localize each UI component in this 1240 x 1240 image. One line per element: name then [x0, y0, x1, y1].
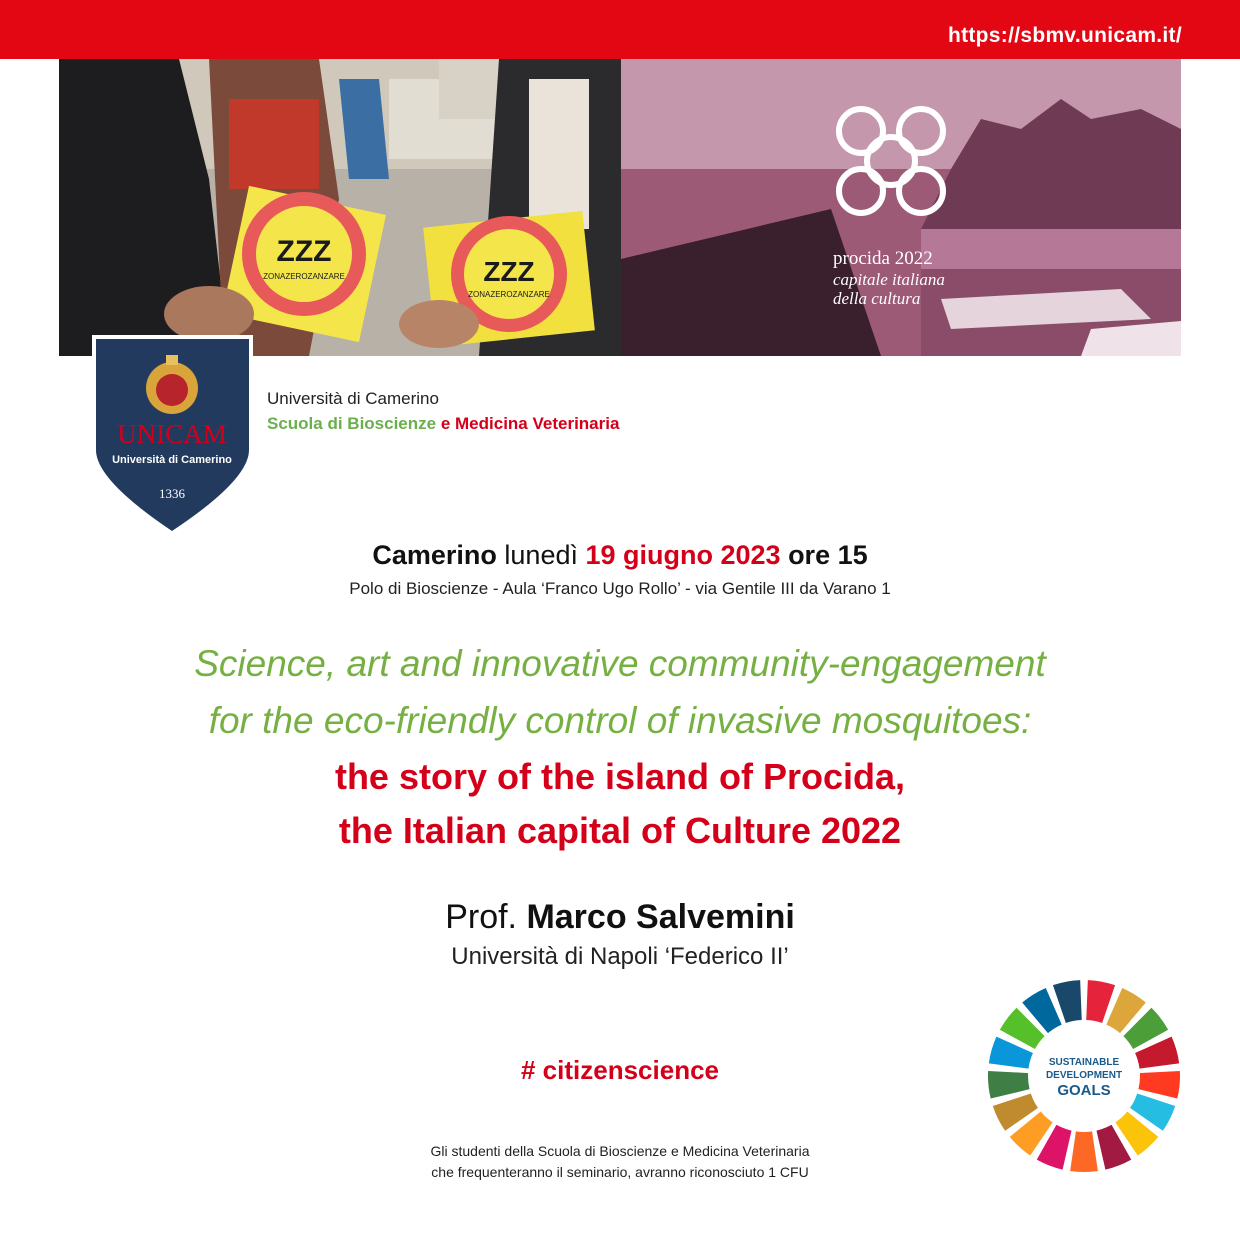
sdg-line1: SUSTAINABLE [1048, 1057, 1120, 1068]
title-line-1: Science, art and innovative community-engagement [194, 643, 1046, 684]
unicam-logo-year: 1336 [159, 486, 185, 501]
sdg-wheel-logo [986, 978, 1182, 1174]
disc-text-right: ZZZ [483, 256, 535, 287]
event-time: ore 15 [780, 540, 868, 570]
event-date-line [0, 540, 1240, 571]
event-venue: Polo di Bioscienze - Aula ‘Franco Ugo Rollo’ - via Gentile III da Varano 1 [349, 579, 891, 598]
event-city: Camerino [372, 540, 497, 570]
school-part1: Scuola di Bioscienze [267, 414, 437, 433]
speaker [0, 898, 1240, 937]
mosquito-campaign-photo [59, 59, 621, 356]
photo-illustration [59, 59, 621, 356]
event-day: lunedì [496, 540, 586, 570]
school-name [267, 414, 619, 434]
unicam-logo-name: UNICAM [117, 419, 227, 449]
top-bar [0, 0, 1240, 59]
credit-note-line-2: che frequenteranno il seminario, avranno riconosciuto 1 CFU [431, 1164, 809, 1180]
speaker-affiliation: Università di Napoli ‘Federico II’ [451, 943, 789, 970]
procida-harbour-photo [621, 59, 1181, 356]
credit-note-line-1: Gli studenti della Scuola di Bioscienze e Medicina Veterinaria [430, 1143, 810, 1159]
sdg-segment [988, 1071, 1030, 1099]
hero-banner [59, 59, 1181, 356]
hashtag[interactable]: # citizenscience [521, 1055, 719, 1085]
school-part2: Medicina Veterinaria [455, 414, 620, 433]
sdg-line2: DEVELOPMENT [1045, 1070, 1123, 1081]
speaker-prefix: Prof. [445, 898, 527, 936]
procida-title: procida 2022 [833, 248, 933, 269]
procida-sub2: della cultura [833, 289, 921, 308]
procida-illustration [621, 59, 1181, 356]
website-link[interactable]: https://sbmv.unicam.it/ [947, 24, 1182, 47]
speaker-name: Marco Salvemini [526, 898, 795, 936]
event-date: 19 giugno 2023 [585, 540, 781, 570]
disc-subtext-left: ZONAZEROZANZARE [263, 272, 345, 281]
title-line-4: the Italian capital of Culture 2022 [338, 810, 902, 851]
title-line-2: for the eco-friendly control of invasive mosquitoes: [208, 700, 1032, 741]
disc-subtext-right: ZONAZEROZANZARE [468, 290, 550, 299]
disc-text-left: ZZZ [276, 235, 332, 268]
sdg-line3: GOALS [1057, 1082, 1111, 1099]
sdg-segment [1138, 1071, 1180, 1099]
sdg-segment [1070, 1131, 1098, 1172]
unicam-shield-logo [90, 333, 255, 538]
university-name: Università di Camerino [267, 389, 439, 408]
school-conj: e [436, 414, 456, 433]
procida-sub1: capitale italiana [833, 270, 945, 289]
unicam-logo-subtitle: Università di Camerino [112, 454, 232, 466]
title-line-3: the story of the island of Procida, [334, 756, 906, 797]
